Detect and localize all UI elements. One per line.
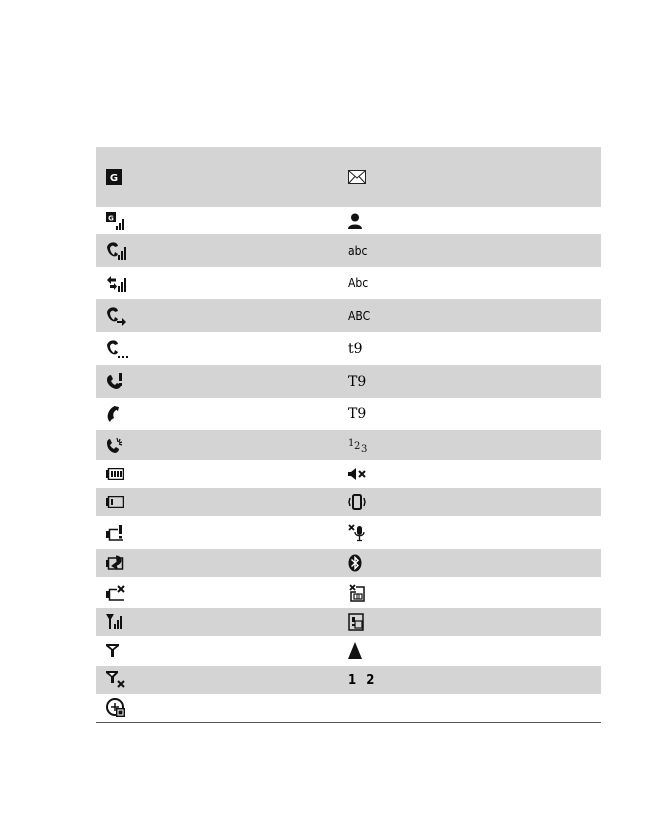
table-row bbox=[96, 460, 601, 488]
t9-lowercase-icon: t9 bbox=[348, 340, 363, 357]
sound-off-icon bbox=[348, 464, 366, 484]
signal-strength-icon bbox=[106, 612, 124, 632]
sim-fault-icon bbox=[348, 612, 364, 632]
table-row bbox=[96, 666, 601, 694]
svg-text:1: 1 bbox=[348, 438, 355, 449]
no-sim-icon bbox=[348, 583, 366, 603]
call-forwarding-icon bbox=[106, 306, 126, 326]
status-icon-table bbox=[96, 147, 601, 723]
battery-low-icon bbox=[106, 492, 124, 512]
table-row bbox=[96, 234, 601, 267]
no-battery-icon bbox=[106, 583, 126, 603]
t9-uppercase-icon: T9 bbox=[348, 406, 367, 422]
vibrate-icon bbox=[348, 492, 366, 512]
svg-text:G: G bbox=[109, 173, 119, 184]
microphone-muted-icon bbox=[348, 523, 366, 543]
radio-off-icon bbox=[106, 670, 126, 690]
speakerphone-icon bbox=[106, 435, 126, 455]
bluetooth-icon bbox=[348, 553, 362, 573]
numeric-mode-icon bbox=[348, 435, 370, 455]
contact-person-icon bbox=[348, 211, 362, 231]
t9-sentence-case-icon: T9 bbox=[348, 373, 367, 390]
roaming-icon bbox=[348, 641, 362, 661]
table-row bbox=[96, 430, 601, 460]
table-row bbox=[96, 694, 601, 722]
battery-charging-icon bbox=[106, 553, 124, 573]
call-on-hold-icon bbox=[106, 339, 128, 359]
wireless-lan-icon bbox=[106, 698, 126, 718]
table-row bbox=[96, 549, 601, 577]
table-row bbox=[96, 516, 601, 549]
table-row bbox=[96, 365, 601, 398]
table-row bbox=[96, 147, 601, 207]
table-row bbox=[96, 577, 601, 608]
voice-call-signal-icon bbox=[106, 241, 126, 261]
new-message-icon bbox=[348, 167, 366, 187]
table-row bbox=[96, 332, 601, 365]
table-row bbox=[96, 299, 601, 332]
table-row bbox=[96, 207, 601, 234]
input-mode-uppercase-icon: ABC bbox=[348, 308, 371, 323]
input-mode-sentence-case-icon: Abc bbox=[348, 276, 369, 290]
battery-full-icon bbox=[106, 464, 124, 484]
table-row bbox=[96, 636, 601, 666]
no-signal-icon bbox=[106, 641, 120, 661]
data-transfer-signal-icon bbox=[106, 273, 126, 293]
line-indicator-icon: 1 2 bbox=[348, 672, 378, 688]
input-mode-lowercase-icon: abc bbox=[348, 243, 368, 258]
table-row bbox=[96, 267, 601, 299]
missed-call-icon bbox=[106, 372, 126, 392]
table-row bbox=[96, 398, 601, 430]
table-row bbox=[96, 488, 601, 516]
svg-text:3: 3 bbox=[361, 444, 368, 453]
table-row bbox=[96, 608, 601, 636]
svg-text:2: 2 bbox=[354, 441, 361, 452]
gprs-connected-signal-icon bbox=[106, 211, 126, 231]
gprs-available-icon bbox=[106, 167, 122, 187]
svg-text:G: G bbox=[108, 214, 114, 222]
active-call-icon bbox=[106, 404, 120, 424]
battery-very-low-icon bbox=[106, 523, 124, 543]
